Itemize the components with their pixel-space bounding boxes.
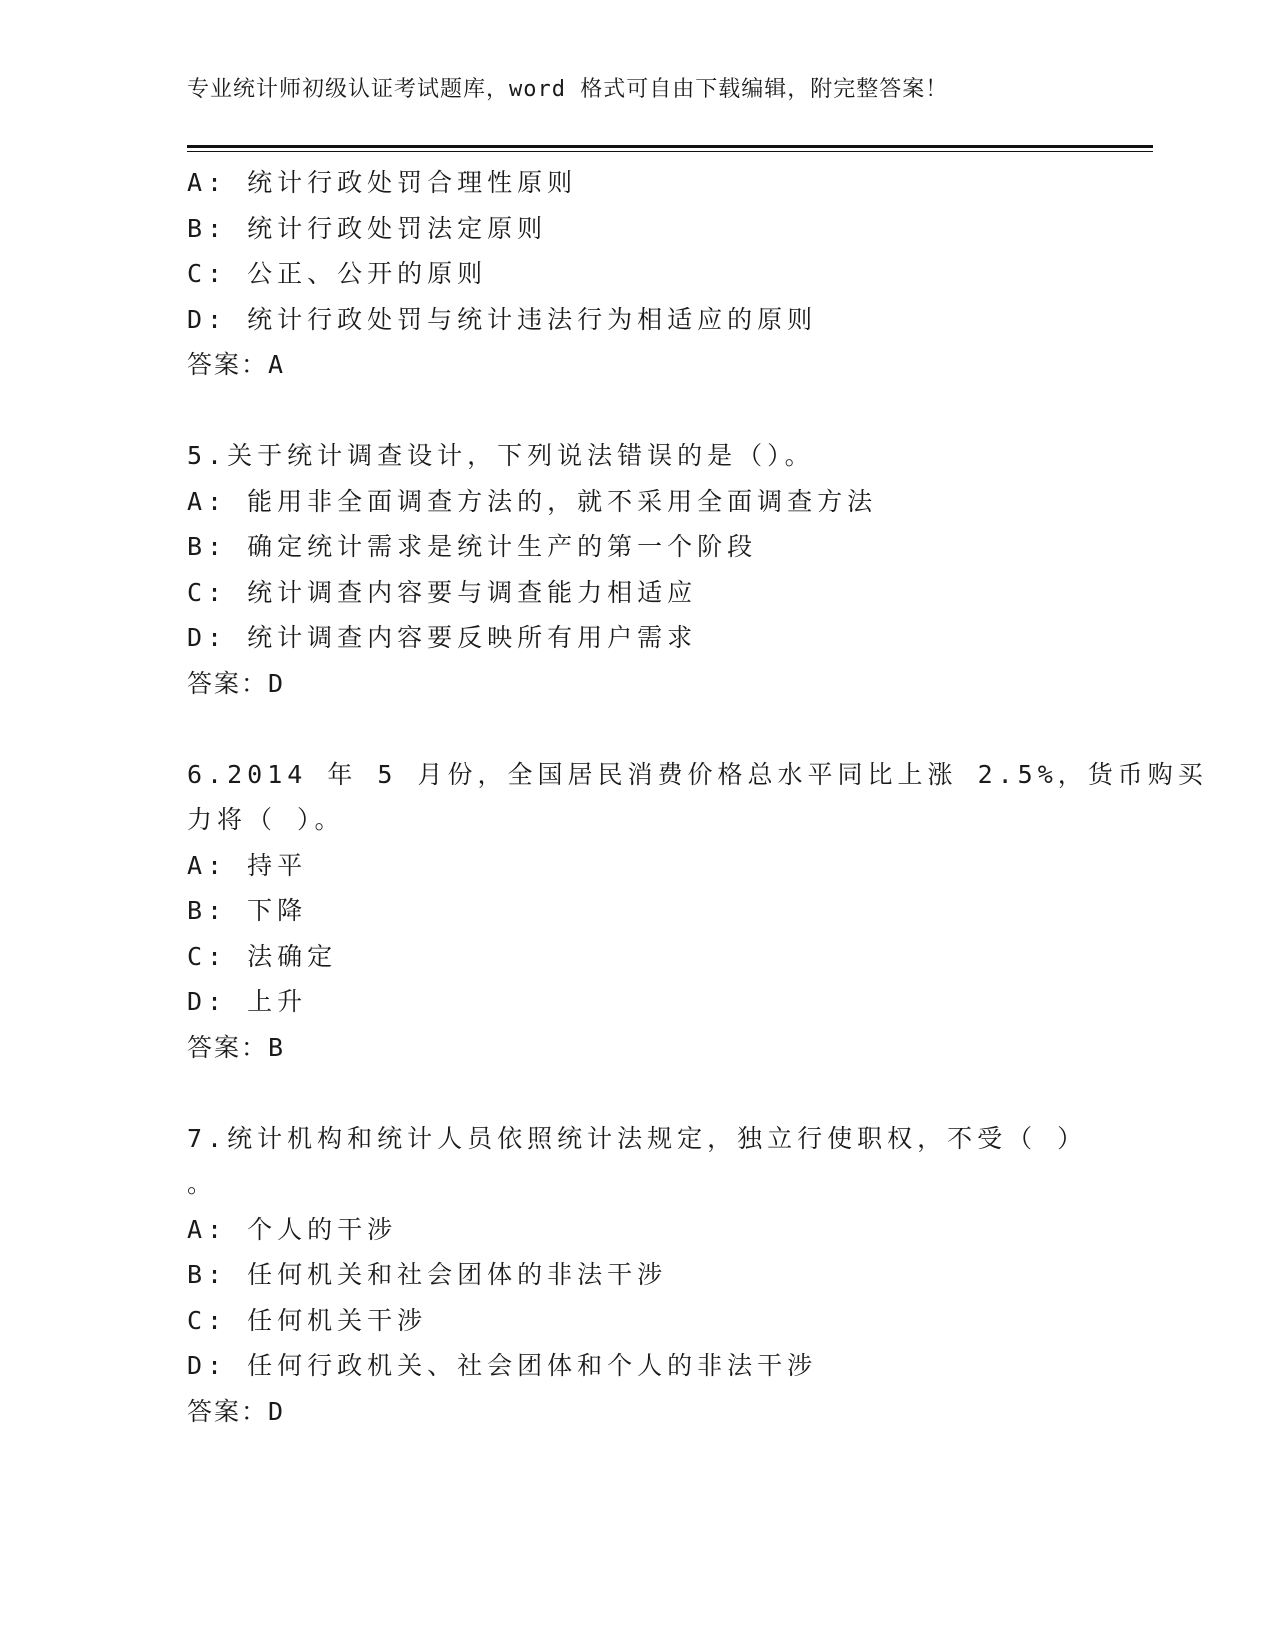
option-a: A: 统计行政处罚合理性原则 xyxy=(187,168,578,197)
header-rule-thin xyxy=(187,151,1153,152)
option-c: C: 公正、公开的原则 xyxy=(187,259,488,288)
question-block xyxy=(187,752,1208,1071)
question-stem: 5.关于统计调查设计，下列说法错误的是（）。 xyxy=(187,441,815,470)
page-header: 专业统计师初级认证考试题库，word 格式可自由下载编辑，附完整答案！ xyxy=(187,77,949,102)
option-c: C: 统计调查内容要与调查能力相适应 xyxy=(187,577,698,607)
option-a: A: 持平 xyxy=(187,850,308,880)
answer-line: 答案：D xyxy=(187,1396,286,1426)
option-a: A: 能用非全面调查方法的，就不采用全面调查方法 xyxy=(187,486,878,516)
option-b: B: 下降 xyxy=(187,896,308,925)
option-d: D: 统计行政处罚与统计违法行为相适应的原则 xyxy=(187,304,818,334)
option-a: A: 个人的干涉 xyxy=(187,1214,398,1244)
option-b: B: 确定统计需求是统计生产的第一个阶段 xyxy=(187,532,758,561)
option-c: C: 任何机关干涉 xyxy=(187,1305,428,1335)
answer-line: 答案：B xyxy=(187,1032,286,1062)
answer-line: 答案：D xyxy=(187,668,286,698)
question-stem: 6.2014 年 5 月份，全国居民消费价格总水平同比上涨 2.5%，货币购买 xyxy=(187,759,1208,789)
option-c: C: 法确定 xyxy=(187,941,338,971)
spacer xyxy=(187,1070,1147,1116)
option-d: D: 统计调查内容要反映所有用户需求 xyxy=(187,623,698,652)
spacer xyxy=(187,706,1147,752)
question-block xyxy=(187,160,1147,388)
option-b: B: 任何机关和社会团体的非法干涉 xyxy=(187,1260,668,1289)
question-stem-continued: 。 xyxy=(187,1169,218,1198)
question-block xyxy=(187,1116,1147,1435)
answer-line: 答案：A xyxy=(187,350,286,379)
question-stem: 7.统计机构和统计人员依照统计法规定，独立行使职权，不受（ ） xyxy=(187,1123,1088,1153)
option-b: B: 统计行政处罚法定原则 xyxy=(187,213,548,243)
option-d: D: 任何行政机关、社会团体和个人的非法干涉 xyxy=(187,1351,818,1380)
question-list xyxy=(187,160,1208,1434)
question-block xyxy=(187,433,1147,706)
header-rule-thick xyxy=(187,145,1153,148)
option-d: D: 上升 xyxy=(187,987,308,1016)
spacer xyxy=(187,388,1147,434)
question-stem-continued: 力将（ ）。 xyxy=(187,805,345,834)
